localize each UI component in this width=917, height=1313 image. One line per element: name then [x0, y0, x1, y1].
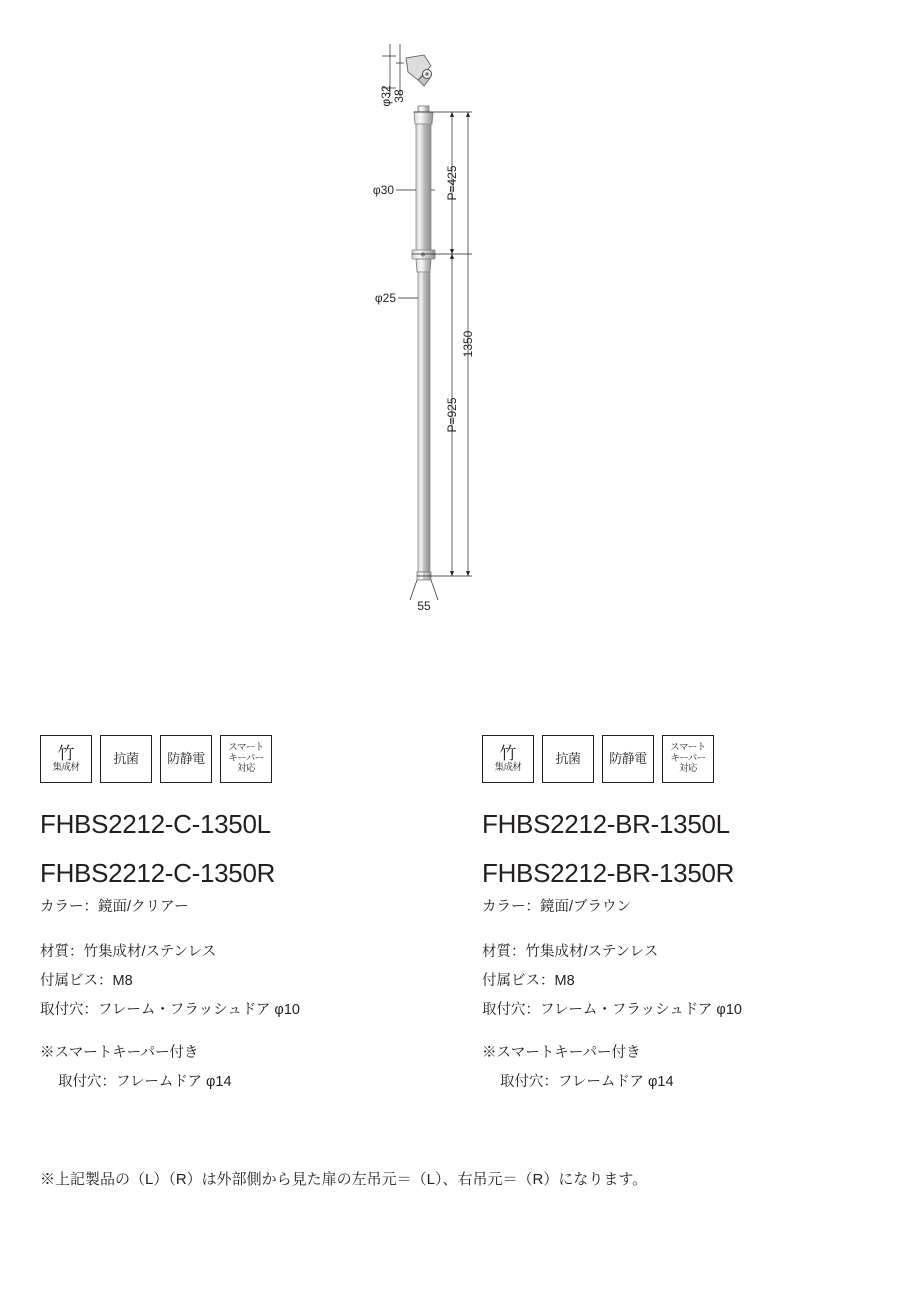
model-number-right-hinge: FHBS2212-C-1350R — [40, 858, 276, 888]
mounting-hole-spec: 取付穴：フレーム・フラッシュドア φ10 — [482, 1002, 742, 1018]
dim-phi30: φ30 — [372, 183, 394, 197]
badge-smartkeeper — [220, 735, 272, 783]
smartkeeper-note: ※スマートキーパー付き — [482, 1045, 641, 1061]
smartkeeper-hole-spec: 取付穴：フレームドア φ14 — [58, 1074, 232, 1090]
badge-smartkeeper — [662, 735, 714, 783]
dim-phi32: φ32 — [379, 85, 393, 107]
badge-bamboo-bottom: 集成材 — [494, 762, 522, 774]
badge-bamboo — [40, 735, 92, 783]
color-spec: カラー：鏡面/クリアー — [40, 899, 189, 915]
badge-bamboo-top: 竹 — [57, 744, 75, 764]
badge-antistatic — [160, 735, 212, 783]
badge-antibacterial — [542, 735, 594, 783]
badge-bamboo-top: 竹 — [499, 744, 517, 764]
material-spec: 材質：竹集成材/ステンレス — [482, 944, 659, 960]
badge-antibacterial — [100, 735, 152, 783]
badge-bamboo-bottom: 集成材 — [52, 762, 80, 774]
badge-row — [482, 735, 882, 783]
badge-smartkeeper-line3: 対応 — [679, 763, 697, 775]
dim-55: 55 — [417, 599, 431, 613]
product-block-clear — [40, 735, 440, 1099]
model-number-left-hinge: FHBS2212-BR-1350L — [482, 809, 730, 839]
model-number-right-hinge: FHBS2212-BR-1350R — [482, 858, 735, 888]
dim-p925: P=925 — [445, 397, 459, 433]
dim-38: 38 — [392, 89, 406, 103]
badge-antistatic — [602, 735, 654, 783]
dim-p425: P=425 — [445, 165, 459, 201]
detail-top-view — [396, 55, 432, 86]
material-spec: 材質：竹集成材/ステンレス — [40, 944, 217, 960]
badge-antibacterial-label: 抗菌 — [113, 750, 139, 766]
badge-row — [40, 735, 440, 783]
smartkeeper-hole-spec: 取付穴：フレームドア φ14 — [500, 1074, 674, 1090]
handle-body — [412, 106, 435, 580]
product-block-brown — [482, 735, 882, 1099]
badge-smartkeeper-line1: スマート — [670, 742, 706, 754]
screw-spec: 付属ビス：M8 — [482, 973, 575, 989]
color-spec: カラー：鏡面/ブラウン — [482, 899, 632, 915]
dim-total-length: 1350 — [461, 330, 475, 358]
badge-smartkeeper-line1: スマート — [228, 742, 264, 754]
smartkeeper-note: ※スマートキーパー付き — [40, 1045, 199, 1061]
model-number-left-hinge: FHBS2212-C-1350L — [40, 809, 271, 839]
badge-smartkeeper-line2: キーパー — [228, 752, 264, 764]
dim-phi25: φ25 — [374, 291, 396, 305]
badge-antistatic-label: 防静電 — [167, 750, 205, 766]
badge-antistatic-label: 防静電 — [609, 750, 647, 766]
badge-antibacterial-label: 抗菌 — [555, 750, 581, 766]
screw-spec: 付属ビス：M8 — [40, 973, 133, 989]
badge-smartkeeper-line3: 対応 — [237, 763, 255, 775]
mounting-hole-spec: 取付穴：フレーム・フラッシュドア φ10 — [40, 1002, 300, 1018]
page-footnote: ※上記製品の（L）（R）は外部側から見た扉の左吊元＝（L）、右吊元＝（R）になります。 — [40, 1171, 648, 1188]
badge-smartkeeper-line2: キーパー — [670, 752, 706, 764]
badge-bamboo — [482, 735, 534, 783]
